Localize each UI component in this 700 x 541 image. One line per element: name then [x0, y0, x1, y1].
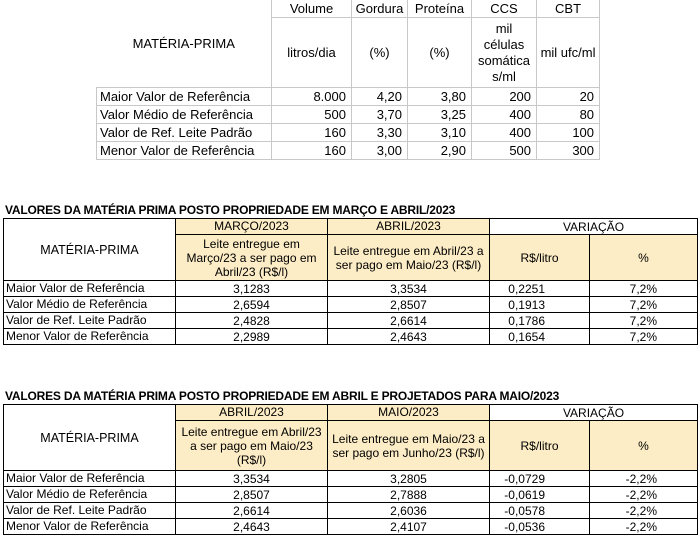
table-row — [4, 471, 698, 487]
table-row — [4, 297, 698, 313]
table-row — [4, 281, 698, 297]
variation-header: VARIAÇÃO — [490, 219, 698, 235]
diff-cell: -0,0578 — [490, 503, 590, 519]
unit-header: R$/litro — [490, 235, 590, 281]
month-description: Leite entregue em Abril/23 a ser pago em Maio/23 (R$/l) — [176, 421, 328, 471]
month-header-row — [4, 405, 698, 421]
unit-header: R$/litro — [490, 421, 590, 471]
value-cell: 2,6614 — [328, 313, 490, 329]
value-cell: 100 — [537, 124, 600, 142]
row-label: Maior Valor de Referência — [4, 281, 176, 297]
column-header: Proteína — [408, 0, 472, 18]
value-cell: 2,6594 — [176, 297, 328, 313]
value-cell: 2,2989 — [176, 329, 328, 345]
row-label: Maior Valor de Referência — [97, 88, 272, 106]
column-header: CCS — [472, 0, 537, 18]
column-header: Gordura — [352, 0, 408, 18]
diff-cell: 0,1786 — [490, 313, 590, 329]
month-description: Leite entregue em Março/23 a ser pago em Abril/23 (R$/l) — [176, 235, 328, 281]
unit-cell: (%) — [352, 18, 408, 88]
table-row — [4, 519, 698, 535]
value-cell: 80 — [537, 106, 600, 124]
value-cell: 300 — [537, 142, 600, 160]
table-row — [97, 124, 600, 142]
value-cell: 500 — [272, 106, 352, 124]
diff-cell: 0,1654 — [490, 329, 590, 345]
pct-cell: -2,2% — [590, 503, 698, 519]
value-cell: 3,25 — [408, 106, 472, 124]
row-label: Maior Valor de Referência — [4, 471, 176, 487]
table-row — [4, 503, 698, 519]
diff-cell: -0,0729 — [490, 471, 590, 487]
value-cell: 20 — [537, 88, 600, 106]
table-row — [97, 142, 600, 160]
value-cell: 160 — [272, 142, 352, 160]
row-label: Menor Valor de Referência — [4, 329, 176, 345]
march-april-table — [3, 218, 698, 345]
row-label: Valor de Ref. Leite Padrão — [4, 503, 176, 519]
pct-cell: -2,2% — [590, 519, 698, 535]
value-cell: 2,4828 — [176, 313, 328, 329]
unit-cell: litros/dia — [272, 18, 352, 88]
row-label: Menor Valor de Referência — [4, 519, 176, 535]
value-cell: 400 — [472, 106, 537, 124]
month-header: ABRIL/2023 — [328, 219, 490, 235]
value-cell: 160 — [272, 124, 352, 142]
value-cell: 2,6614 — [176, 503, 328, 519]
table-header-row — [97, 0, 600, 18]
diff-cell: 0,2251 — [490, 281, 590, 297]
row-label-header: MATÉRIA-PRIMA — [97, 0, 272, 88]
unit-cell: (%) — [408, 18, 472, 88]
row-label: Valor Médio de Referência — [4, 297, 176, 313]
reference-values-table — [96, 0, 600, 160]
value-cell: 2,4643 — [328, 329, 490, 345]
value-cell: 400 — [472, 124, 537, 142]
value-cell: 3,70 — [352, 106, 408, 124]
value-cell: 3,30 — [352, 124, 408, 142]
value-cell: 200 — [472, 88, 537, 106]
value-cell: 2,4643 — [176, 519, 328, 535]
value-cell: 2,4107 — [328, 519, 490, 535]
value-cell: 2,8507 — [176, 487, 328, 503]
value-cell: 2,7888 — [328, 487, 490, 503]
value-cell: 4,20 — [352, 88, 408, 106]
pct-cell: 7,2% — [590, 313, 698, 329]
variation-header: VARIAÇÃO — [490, 405, 698, 421]
month-header: MAIO/2023 — [328, 405, 490, 421]
month-header: ABRIL/2023 — [176, 405, 328, 421]
pct-cell: -2,2% — [590, 487, 698, 503]
unit-cell: mil ufc/ml — [537, 18, 600, 88]
diff-cell: 0,1913 — [490, 297, 590, 313]
row-label: Valor de Ref. Leite Padrão — [97, 124, 272, 142]
diff-cell: -0,0619 — [490, 487, 590, 503]
value-cell: 2,6036 — [328, 503, 490, 519]
row-label: Valor Médio de Referência — [4, 487, 176, 503]
value-cell: 3,10 — [408, 124, 472, 142]
value-cell: 3,3534 — [328, 281, 490, 297]
month-description: Leite entregue em Abril/23 a ser pago em Maio/23 (R$/l) — [328, 235, 490, 281]
row-label: Valor de Ref. Leite Padrão — [4, 313, 176, 329]
value-cell: 3,2805 — [328, 471, 490, 487]
column-header: Volume — [272, 0, 352, 18]
value-cell: 3,00 — [352, 142, 408, 160]
row-label: Menor Valor de Referência — [97, 142, 272, 160]
pct-cell: 7,2% — [590, 329, 698, 345]
month-header-row — [4, 219, 698, 235]
value-cell: 500 — [472, 142, 537, 160]
month-description: Leite entregue em Maio/23 a ser pago em Junho/23 (R$/l) — [328, 421, 490, 471]
section-title: VALORES DA MATÉRIA PRIMA POSTO PROPRIEDADE EM MARÇO E ABRIL/2023 — [5, 203, 456, 217]
month-header: MARÇO/2023 — [176, 219, 328, 235]
row-label: Valor Médio de Referência — [97, 106, 272, 124]
table-row — [4, 313, 698, 329]
pct-cell: 7,2% — [590, 281, 698, 297]
unit-header: % — [590, 421, 698, 471]
value-cell: 2,90 — [408, 142, 472, 160]
value-cell: 3,80 — [408, 88, 472, 106]
value-cell: 2,8507 — [328, 297, 490, 313]
pct-cell: -2,2% — [590, 471, 698, 487]
table-row — [97, 106, 600, 124]
section-title: VALORES DA MATÉRIA PRIMA POSTO PROPRIEDADE EM ABRIL E PROJETADOS PARA MAIO/2023 — [5, 389, 560, 403]
row-label-header: MATÉRIA-PRIMA — [4, 405, 176, 471]
unit-cell: mil células somática s/ml — [472, 18, 537, 88]
unit-header: % — [590, 235, 698, 281]
value-cell: 8.000 — [272, 88, 352, 106]
column-header: CBT — [537, 0, 600, 18]
row-label-header: MATÉRIA-PRIMA — [4, 219, 176, 281]
value-cell: 3,3534 — [176, 471, 328, 487]
table-row — [97, 88, 600, 106]
table-row — [4, 487, 698, 503]
april-may-table — [3, 404, 698, 535]
value-cell: 3,1283 — [176, 281, 328, 297]
table-row — [4, 329, 698, 345]
diff-cell: -0,0536 — [490, 519, 590, 535]
pct-cell: 7,2% — [590, 297, 698, 313]
